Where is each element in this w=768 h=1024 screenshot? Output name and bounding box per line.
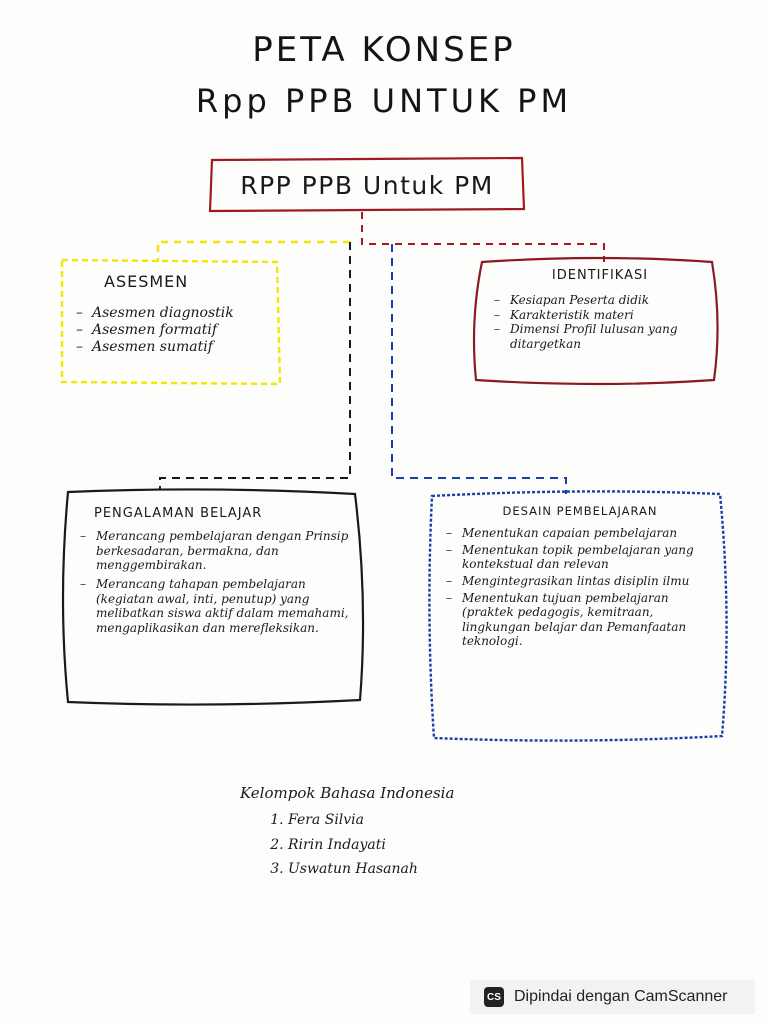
member-list: [240, 808, 540, 882]
camscanner-logo-icon: CS: [484, 987, 504, 1007]
pengalaman-item: – Merancang tahapan pembelajaran (kegiatan awal, inti, penutup) yang melibatkan siswa aktif dalam memahami, mengaplikasikan dan merefleksikan.: [80, 577, 350, 636]
page-title-line-2: Rpp PPB UNTUK PM: [195, 82, 573, 120]
desain-item: – Menentukan capaian pembelajaran: [446, 526, 714, 541]
asesmen-item: – Asesmen formatif: [76, 322, 266, 339]
desain-box: [438, 496, 722, 736]
desain-title: DESAIN PEMBELAJARAN: [502, 504, 658, 518]
identifikasi-box: [486, 262, 714, 380]
identifikasi-list: [494, 293, 706, 352]
desain-item: – Menentukan topik pembelajaran yang kontekstual dan relevan: [446, 543, 714, 572]
pengalaman-list: [80, 529, 350, 635]
pengalaman-item: – Merancang pembelajaran dengan Prinsip berkesadaran, bermakna, dan menggembirakan.: [80, 529, 350, 573]
camscanner-watermark-text: Dipindai dengan CamScanner: [514, 988, 728, 1005]
asesmen-item: – Asesmen diagnostik: [76, 305, 266, 322]
identifikasi-item: – Dimensi Profil lulusan yang ditargetkan: [494, 322, 706, 351]
asesmen-box: [64, 264, 278, 382]
connector-root-to-asesmen: [158, 242, 350, 262]
page-title-line-1: PETA KONSEP: [252, 30, 516, 70]
identifikasi-title: IDENTIFIKASI: [551, 268, 649, 283]
camscanner-watermark: [470, 980, 755, 1014]
pengalaman-title: PENGALAMAN BELAJAR: [94, 506, 263, 521]
group-members: [240, 784, 540, 882]
desain-item: – Mengintegrasikan lintas disiplin ilmu: [446, 574, 714, 589]
identifikasi-item: – Karakteristik materi: [494, 308, 706, 323]
group-title: Kelompok Bahasa Indonesia: [240, 784, 455, 802]
member-item: 3. Uswatun Hasanah: [288, 857, 540, 882]
root-node-label: RPP PPB Untuk PM: [240, 171, 494, 200]
root-node: [212, 162, 522, 210]
asesmen-title: ASESMEN: [104, 272, 189, 291]
pengalaman-box: [72, 496, 358, 700]
connector-root-to-identifikasi: [362, 212, 604, 262]
member-item: 2. Ririn Indayati: [288, 833, 540, 858]
member-item: 1. Fera Silvia: [288, 808, 540, 833]
asesmen-item: – Asesmen sumatif: [76, 339, 266, 356]
asesmen-list: [76, 305, 266, 356]
desain-list: [446, 526, 714, 649]
desain-item: – Menentukan tujuan pembelajaran (praktek pedagogis, kemitraan, lingkungan belajar dan Pemanfaatan teknologi.: [446, 591, 714, 650]
identifikasi-item: – Kesiapan Peserta didik: [494, 293, 706, 308]
